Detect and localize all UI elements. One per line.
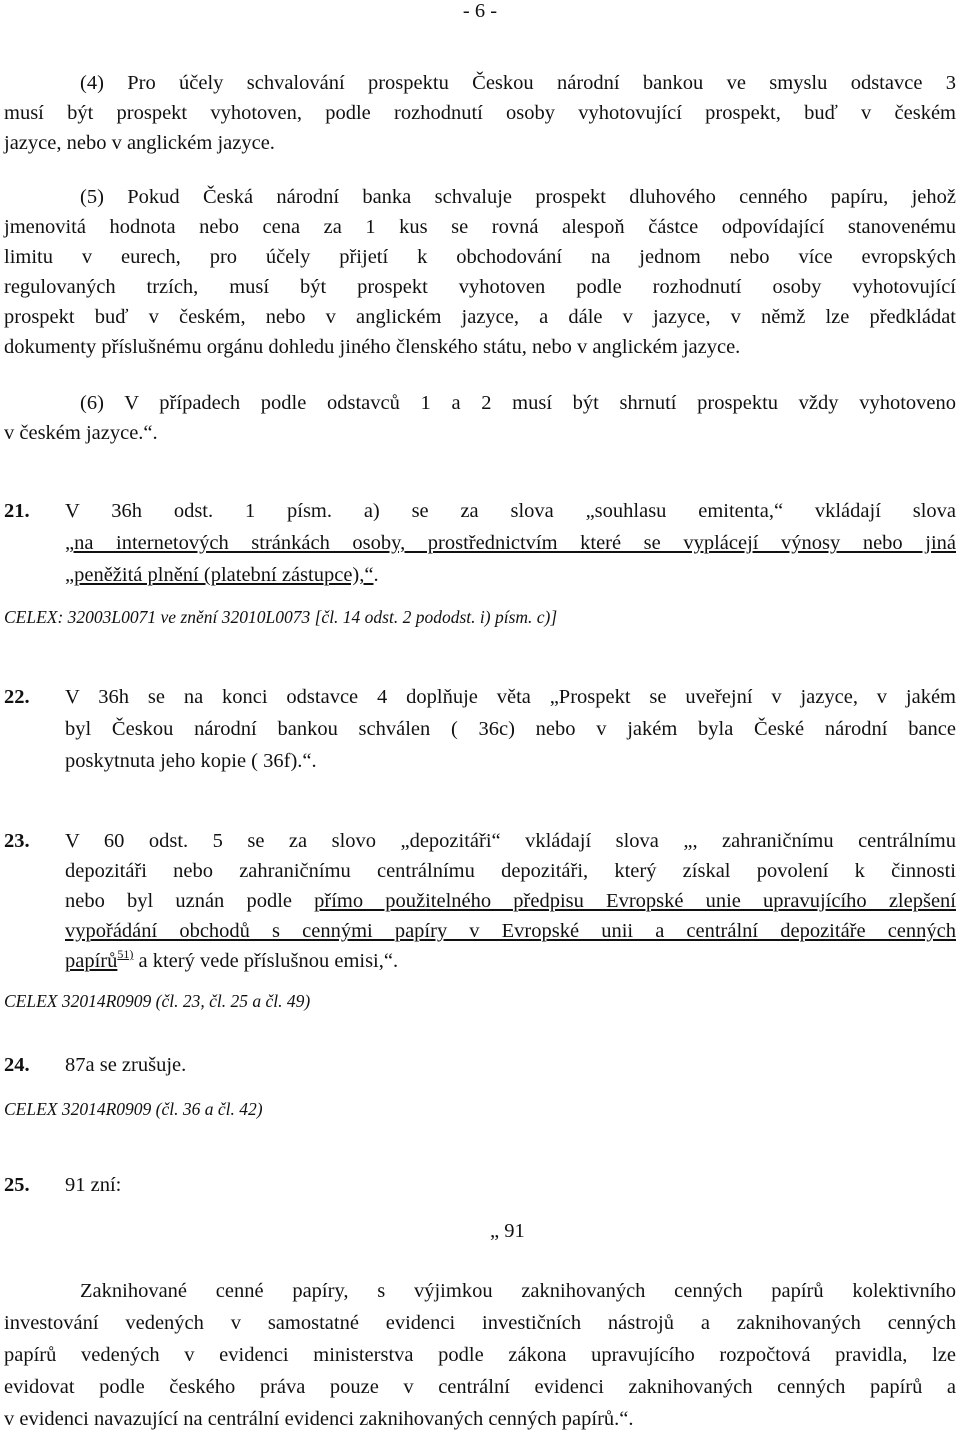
- point-25-number: 25.: [4, 1174, 30, 1196]
- paragraph-5-line: limitu v eurech, pro účely přijetí k obchodování na jednom nebo více evropských: [4, 246, 956, 268]
- point-23-line: [65, 886, 956, 917]
- section-91-line: investování vedených v samostatné evidenci investičních nástrojů a zaknihovaných cenných: [4, 1312, 956, 1334]
- section-heading: „ 91: [490, 1220, 525, 1242]
- celex-reference: CELEX: 32003L0071 ve znění 32010L0073 [čl. 14 odst. 2 pododst. i) písm. c)]: [4, 607, 558, 627]
- point-21-line-end: .: [373, 564, 379, 586]
- paragraph-6-line: v českém jazyce.“.: [4, 422, 158, 444]
- celex-reference: CELEX 32014R0909 (čl. 23, čl. 25 a čl. 49): [4, 991, 311, 1011]
- point-21-number: 21.: [4, 500, 30, 522]
- point-23-line: depozitáři nebo zahraničnímu centrálnímu depozitáři, který získal povolení k činnosti: [65, 860, 956, 882]
- point-24-number: 24.: [4, 1054, 30, 1076]
- paragraph-4-line: (4) Pro účely schvalování prospektu Českou národní bankou ve smyslu odstavce 3: [80, 72, 956, 94]
- point-22-line: poskytnuta jeho kopie ( 36f).“.: [65, 750, 317, 772]
- point-23-line: vypořádání obchodů s cennými papíry v Evropské unii a centrální depozitáře cenných: [65, 920, 956, 942]
- point-23-number: 23.: [4, 830, 30, 852]
- footnote-reference: 51): [117, 947, 134, 961]
- paragraph-5-line: jmenovitá hodnota nebo cena za 1 kus se rovná alespoň částce odpovídající stanovenému: [4, 216, 956, 238]
- point-23-underlined-text: přímo použitelného předpisu Evropské unie upravujícího zlepšení: [314, 890, 956, 912]
- paragraph-5-line: regulovaných trzích, musí být prospekt vyhotoven podle rozhodnutí osoby vyhotovující: [4, 276, 956, 298]
- point-21-line: V 36h odst. 1 písm. a) se za slova „souhlasu emitenta,“ vkládají slova: [65, 500, 956, 522]
- paragraph-5-line: prospekt buď v českém, nebo v anglickém jazyce, a dále v jazyce, v němž lze předkládat: [4, 306, 956, 328]
- point-23-underlined-text: papírů: [65, 950, 118, 972]
- point-21-underlined-text: „peněžitá plnění (platební zástupce),“: [65, 564, 374, 586]
- point-22-line: byl Českou národní bankou schválen ( 36c) nebo v jakém byla České národní bance: [65, 718, 956, 740]
- paragraph-4-line: jazyce, nebo v anglickém jazyce.: [4, 132, 275, 154]
- paragraph-5-line: dokumenty příslušnému orgánu dohledu jiného členského státu, nebo v anglickém jazyce.: [4, 336, 741, 358]
- point-22-number: 22.: [4, 686, 30, 708]
- point-23-plain-text: nebo byl uznán podle: [65, 890, 315, 912]
- point-21-line: „na internetových stránkách osoby, prostřednictvím které se vyplácejí výnosy nebo jiná: [65, 532, 956, 554]
- point-21-line: [65, 560, 956, 591]
- paragraph-6-line: (6) V případech podle odstavců 1 a 2 musí být shrnutí prospektu vždy vyhotoveno: [80, 392, 956, 414]
- paragraph-5-line: (5) Pokud Česká národní banka schvaluje prospekt dluhového cenného papíru, jehož: [80, 186, 956, 208]
- section-91-line: Zaknihované cenné papíry, s výjimkou zaknihovaných cenných papírů kolektivního: [80, 1280, 956, 1302]
- point-23-line-end: a který vede příslušnou emisi,“.: [133, 950, 399, 972]
- section-91-line: evidovat podle českého práva pouze v centrální evidenci zaknihovaných cenných papírů a: [4, 1376, 956, 1398]
- paragraph-4-line: musí být prospekt vyhotoven, podle rozhodnutí osoby vyhotovující prospekt, buď v českém: [4, 102, 956, 124]
- point-22-line: V 36h se na konci odstavce 4 doplňuje věta „Prospekt se uveřejní v jazyce, v jakém: [65, 686, 956, 708]
- point-25-line: 91 zní:: [65, 1174, 122, 1196]
- section-91-line: v evidenci navazující na centrální evidenci zaknihovaných cenných papírů.“.: [4, 1408, 634, 1430]
- point-24-line: 87a se zrušuje.: [65, 1054, 187, 1076]
- celex-reference: CELEX 32014R0909 (čl. 36 a čl. 42): [4, 1099, 263, 1119]
- point-23-line: V 60 odst. 5 se za slovo „depozitáři“ vkládají slova „, zahraničnímu centrálnímu: [65, 830, 956, 852]
- point-23-line: [65, 946, 956, 977]
- section-91-line: papírů vedených v evidenci ministerstva podle zákona upravujícího rozpočtová pravidla, lze: [4, 1344, 956, 1366]
- page-number: - 6 -: [462, 0, 498, 22]
